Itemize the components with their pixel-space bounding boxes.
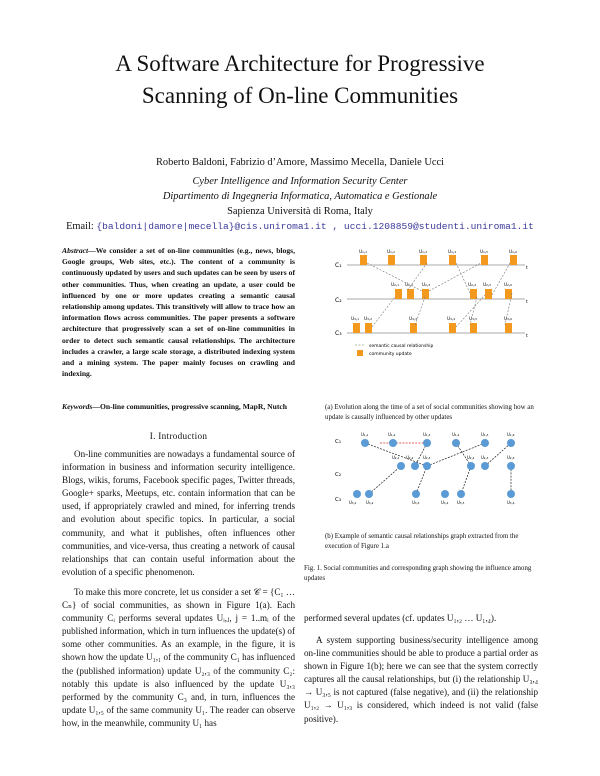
node-u22: [411, 462, 419, 470]
label-u12: U₁,₂: [387, 250, 395, 255]
update-u12-bar: [388, 255, 395, 265]
abstract-text: —We consider a set of on-line communities (e.g., news, blogs, Google groups, Web sites, etc.). The content of a community is continuously updated by users and such updates can be seen by users of other communities. Thus, when creating an update, a user could be influenced by one or more updates creating a semantic causal relationship among updates. This transitively will allow to trace how an information flows across communities. The paper presents a software architecture that progressively scan a set of on-line communities in order to detect such semantic causal relationships. The architecture includes a crawler, a large scale storage, a distributed indexing system and a mining system. The paper mainly focuses on crawling and indexing.: [62, 246, 295, 379]
node-u12: [389, 439, 397, 447]
graph-label-u16: U₁,₆: [507, 432, 515, 437]
graph-label-u26: U₂,₆: [507, 455, 515, 460]
graph-label-u11: U₁,₁: [361, 432, 369, 437]
keywords-label: Keywords: [62, 402, 93, 411]
update-u22-bar: [407, 289, 414, 299]
graph-label-u15: U₁,₅: [481, 432, 489, 437]
affiliation-center: Cyber Intelligence and Information Security Center: [192, 176, 408, 187]
email-line: [0, 221, 600, 232]
graph-label-u22: U₂,₂: [406, 455, 414, 460]
graph-row-c3: C₃: [335, 497, 342, 503]
legend-box-label: community update: [369, 352, 412, 357]
node-u21: [397, 462, 405, 470]
row-label-c1: C₁: [335, 262, 342, 269]
graph-row-c1: C₁: [335, 439, 342, 445]
label-u13: U₁,₃: [419, 250, 427, 255]
node-u11: [361, 439, 369, 447]
label-u32: U₃,₂: [364, 317, 372, 322]
edge-u32-u21: [372, 297, 395, 327]
label-u33: U₃,₃: [409, 317, 417, 322]
update-u21-bar: [395, 289, 402, 299]
legend-box-swatch: [357, 350, 363, 356]
keywords-text: —On-line communities, progressive scanning, MapR, Nutch: [92, 402, 288, 411]
update-u16-bar: [510, 255, 517, 265]
node-u16: [507, 439, 515, 447]
author-list: Roberto Baldoni, Fabrizio d’Amore, Massimo Mecella, Daniele Ucci: [156, 157, 444, 168]
update-u33-bar: [410, 323, 417, 333]
affiliation-university: Sapienza Università di Roma, Italy: [227, 206, 373, 217]
abstract: [62, 245, 295, 379]
node-u36: [507, 490, 515, 498]
row-label-c3: C₃: [335, 330, 342, 337]
intro-paragraph-1: On-line communities are nowadays a fundamental source of information in business and information security intelligence. Blogs, wikis, forums, Facebook specific pages, Twitter threads, Google+ sparks, Meetups, etc. contain information that can be used, if appropriately crawled and mined, for inferring trends and evolution about specific topics. In particular, a social community, and what it publishes, often influences other communities, and vice-versa, thus creating a network of causal relationships that can contain useful information about the evolution of a specific phenomenon.: [62, 449, 295, 577]
graph-label-u21: U₂,₁: [392, 455, 400, 460]
update-u36-bar: [505, 323, 512, 333]
graph-label-u33: U₃,₃: [412, 500, 420, 505]
update-u15-bar: [481, 255, 488, 265]
graph-label-u31: U₃,₁: [349, 500, 357, 505]
legend-dashed-label: semantic causal relationship: [369, 344, 434, 349]
label-u34: U₃,₄: [447, 317, 455, 322]
node-u13: [423, 439, 431, 447]
label-u31: U₃,₁: [351, 317, 359, 322]
label-u16: U₁,₆: [509, 250, 517, 255]
graph-edge-u33-u23: [416, 466, 427, 494]
node-u26: [507, 462, 515, 470]
node-u24: [467, 462, 475, 470]
label-u25: U₂,₅: [483, 283, 491, 288]
node-u25: [481, 462, 489, 470]
label-u35: U₃,₅: [469, 317, 477, 322]
right-paragraph-1: performed several updates (cf. updates U₁,₂ … U₁,₄).: [304, 613, 497, 623]
update-u24-bar: [470, 289, 477, 299]
update-u34-bar: [449, 323, 456, 333]
figure-1-caption: Fig. 1. Social communities and corresponding graph showing the influence among updates: [304, 565, 532, 582]
graph-row-c2: C₂: [335, 472, 342, 478]
graph-label-u14: U₁,₄: [452, 432, 460, 437]
caption-figure-1a: (a) Evolution along the time of a set of social communities showing how an update is causally influenced by other updates: [325, 404, 534, 421]
update-u32-bar: [365, 323, 372, 333]
affiliation-department: Dipartimento di Ingegneria Informatica, Automatica e Gestionale: [162, 191, 438, 202]
label-u36: U₃,₆: [504, 317, 512, 322]
section-heading: I. Introduction: [149, 431, 208, 441]
right-paragraph-2: A system supporting business/security intelligence among on-line communities should be able to produce a partial order as shown in Figure 1(b); here we can see that the system correctly captures all the causal relationships, but (i) the relationship U₃,₄ → U₃,₅ is not captured (false negative), and (ii) the relationship U₁,₂ → U₁,₃ is considered, which indeed is not valid (false positive).: [304, 635, 538, 724]
node-u14: [452, 439, 460, 447]
node-u23: [423, 462, 431, 470]
graph-label-u34: U₃,₄: [441, 500, 449, 505]
label-u15: U₁,₅: [480, 250, 488, 255]
figure-1b-graph: [325, 428, 538, 508]
update-u13-bar: [420, 255, 427, 265]
graph-label-u36: U₃,₆: [507, 500, 515, 505]
keywords: [62, 401, 295, 412]
node-u35: [457, 490, 465, 498]
edge-u14-u24: [456, 263, 470, 293]
node-u34: [441, 490, 449, 498]
figure-1a-timeline: [325, 243, 538, 371]
node-u32: [365, 490, 373, 498]
intro-paragraph-2: To make this more concrete, let us consider a set 𝒞 = {C₁ … Cₙ} of social communities, as shown in Figure 1(a). Each community Cᵢ performs several updates Uᵢ,ⱼ, j = 1..mᵢ of the published information, which in turn influences the update(s) of some other communities. As an example, in the figure, it is shown how the update U₁,₁ of the community C₁ has influenced the (published information) update U₂,₃ of the community C₂: notably this update is also influenced by the update U₃,₃ performed by the community C₃ and, in turn, influences the update U₁,₅ of the same community U₁. The reader can observe how, in the meanwhile, community U₁ has: [62, 587, 295, 728]
graph-label-u25: U₂,₅: [481, 455, 489, 460]
node-u31: [353, 490, 361, 498]
email-label: Email:: [66, 221, 94, 232]
label-u14: U₁,₄: [448, 250, 456, 255]
graph-label-u23: U₂,₃: [423, 455, 431, 460]
graph-label-u24: U₂,₄: [467, 455, 475, 460]
update-u11-bar: [360, 255, 367, 265]
graph-label-u13: U₁,₃: [423, 432, 431, 437]
update-u23-bar: [422, 289, 429, 299]
label-u21: U₂,₁: [391, 283, 399, 288]
label-u26: U₂,₆: [504, 283, 512, 288]
graph-edge-u24-u35: [461, 466, 471, 494]
graph-label-u35: U₃,₅: [457, 500, 465, 505]
caption-figure-1b: (b) Example of semantic causal relationships graph extracted from the execution of Figure 1.a: [325, 533, 519, 550]
update-u25-bar: [485, 289, 492, 299]
axis-t-c2: t: [526, 300, 528, 305]
graph-label-u12: U₁,₂: [388, 432, 396, 437]
edge-u33-u23: [415, 297, 425, 325]
label-u23: U₂,₃: [422, 283, 430, 288]
label-u11: U₁,₁: [359, 250, 367, 255]
update-u14-bar: [449, 255, 456, 265]
graph-label-u32: U₃,₂: [366, 500, 374, 505]
label-u24: U₂,₄: [468, 283, 476, 288]
label-u22: U₂,₂: [405, 283, 413, 288]
graph-edge-u32-u21: [369, 466, 401, 494]
email-addresses[interactable]: {baldoni|damore|mecella}@cis.uniroma1.it , ucci.1208859@studenti.uniroma1.it: [96, 221, 534, 232]
axis-t-c3: t: [526, 334, 528, 339]
abstract-label: Abstract: [62, 246, 89, 255]
update-u31-bar: [353, 323, 360, 333]
node-u15: [481, 439, 489, 447]
node-u33: [412, 490, 420, 498]
row-label-c2: C₂: [335, 297, 342, 304]
paper-title: A Software Architecture for Progressive Scanning of On-line Communities: [115, 51, 485, 108]
axis-t-c1: t: [526, 266, 528, 271]
update-u35-bar: [470, 323, 477, 333]
